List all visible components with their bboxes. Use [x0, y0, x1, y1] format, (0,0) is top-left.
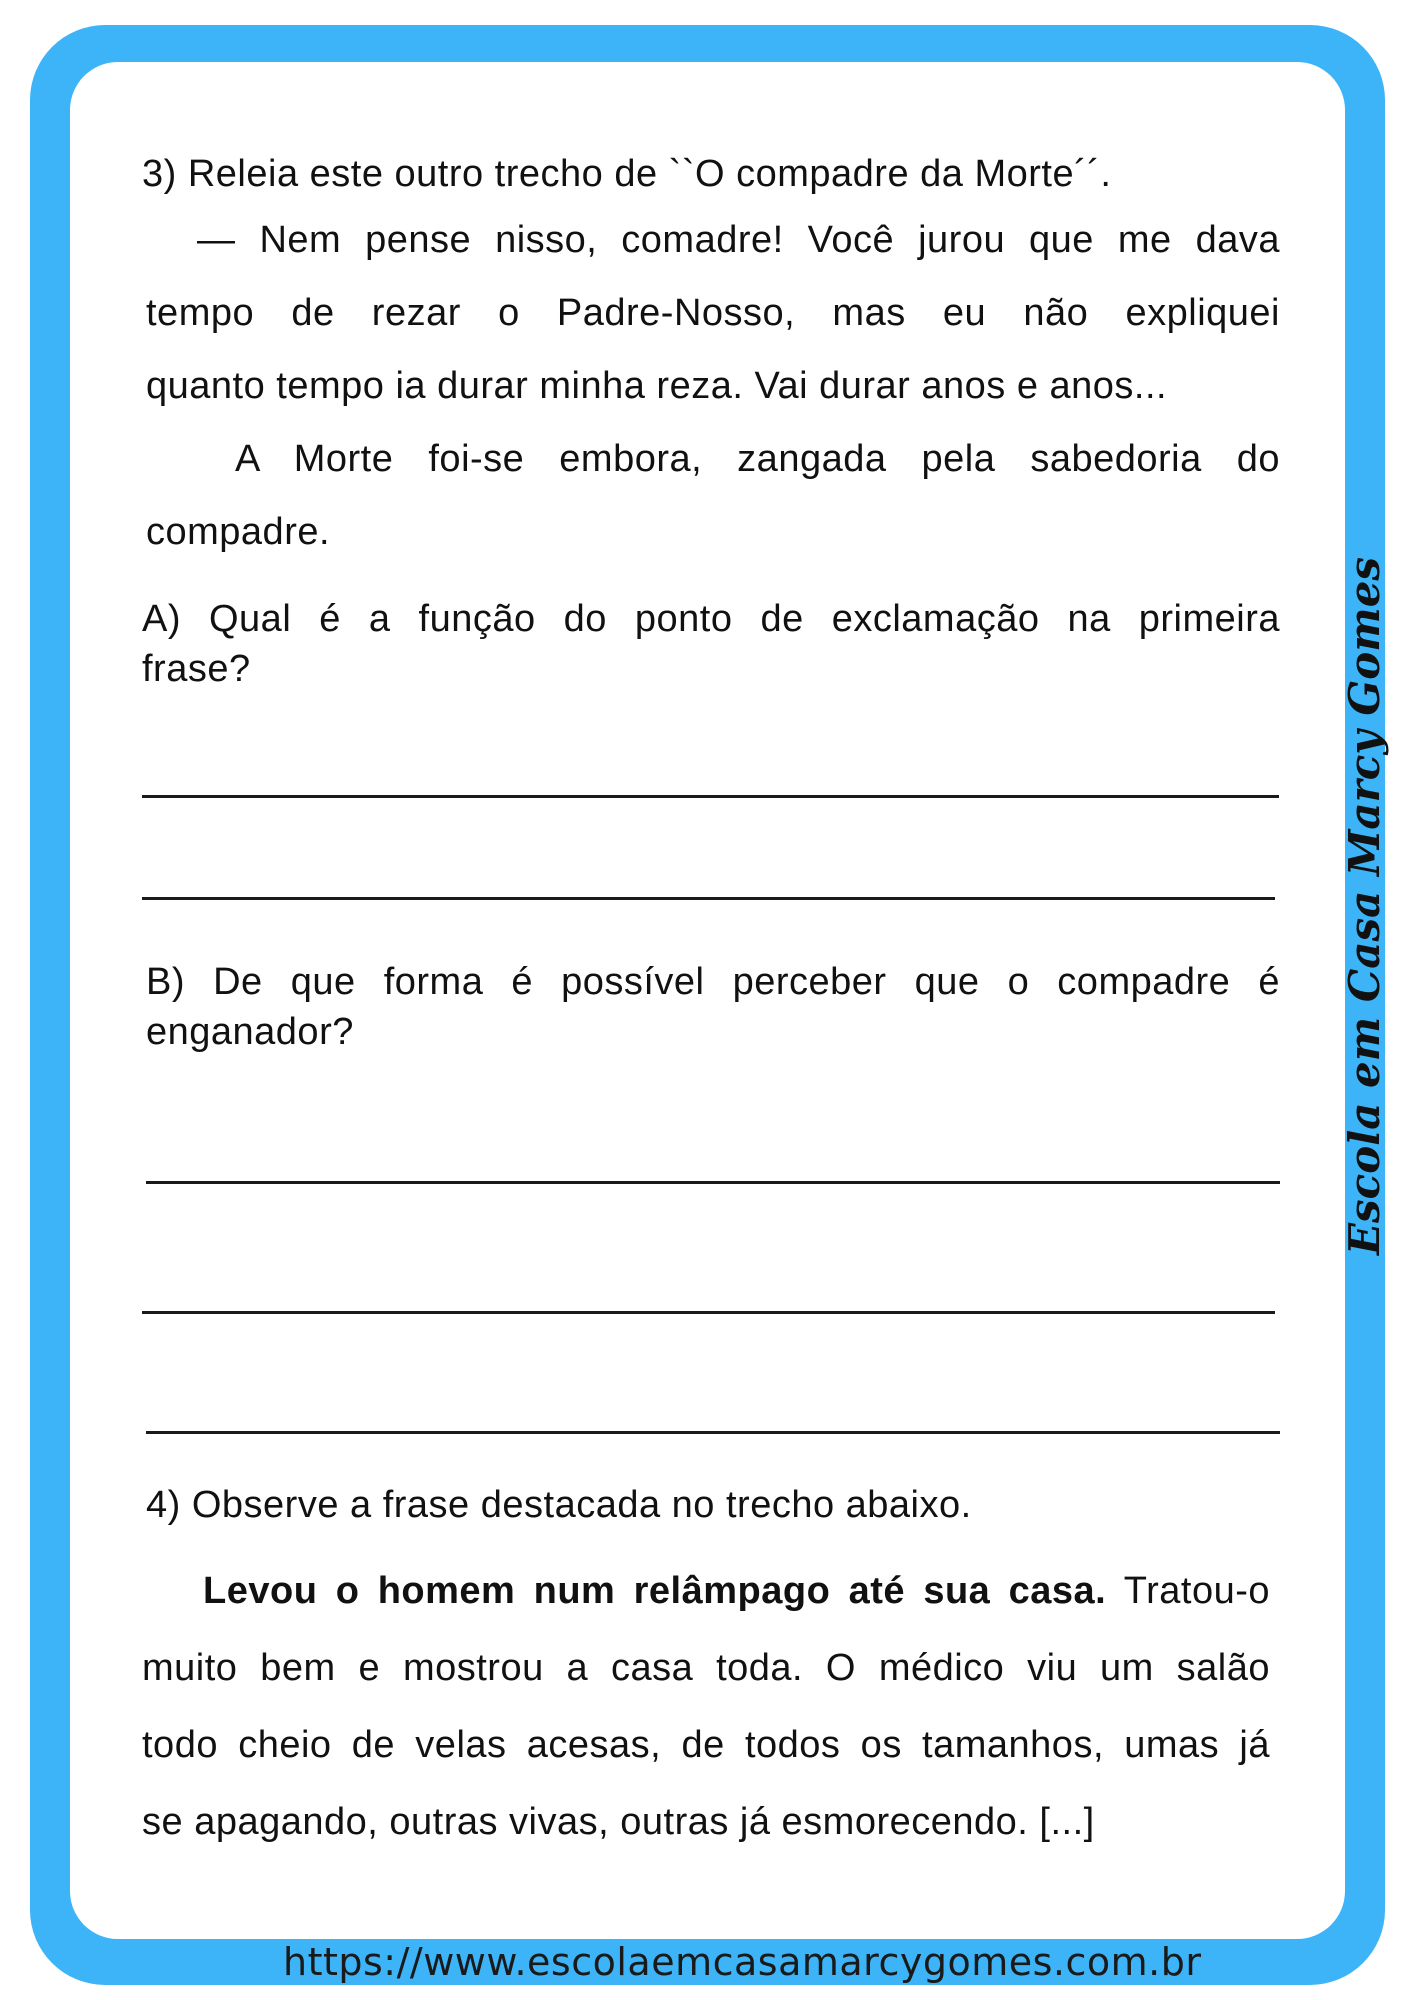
answer-line[interactable]	[142, 897, 1275, 900]
q3-narration-line-1: A Morte foi-se embora, zangada pela sabedoria do	[235, 438, 1280, 480]
q3-question-b-line-2: enganador?	[146, 1011, 354, 1053]
q3-heading: 3) Releia este outro trecho de ``O compadre da Morte´´.	[142, 153, 1112, 195]
q3-narration-line-2: compadre.	[146, 511, 331, 553]
q3-quote-line-1: — Nem pense nisso, comadre! Você jurou que me dava	[197, 219, 1280, 261]
answer-line[interactable]	[142, 795, 1279, 798]
q3-question-a-line-1: A) Qual é a função do ponto de exclamação na primeira	[142, 598, 1280, 640]
q4-passage-line-4: se apagando, outras vivas, outras já esmorecendo. [...]	[142, 1801, 1095, 1843]
q4-heading: 4) Observe a frase destacada no trecho abaixo.	[146, 1484, 972, 1526]
q4-passage-line-1-rest: Tratou-o	[1106, 1570, 1270, 1612]
q3-question-a-line-2: frase?	[142, 648, 251, 690]
answer-line[interactable]	[142, 1311, 1275, 1314]
footer-url[interactable]: https://www.escolaemcasamarcygomes.com.br	[283, 1940, 1202, 1984]
q3-question-b-line-1: B) De que forma é possível perceber que o compadre é	[146, 961, 1280, 1003]
q4-passage-line-2: muito bem e mostrou a casa toda. O médico viu um salão	[142, 1647, 1270, 1689]
answer-line[interactable]	[146, 1181, 1280, 1184]
q3-quote-line-2: tempo de rezar o Padre-Nosso, mas eu não expliquei	[146, 292, 1280, 334]
side-brand-text: Escola em Casa Marcy Gomes	[1340, 556, 1389, 1255]
q3-quote-line-3: quanto tempo ia durar minha reza. Vai durar anos e anos...	[146, 365, 1168, 407]
q4-passage-line-3: todo cheio de velas acesas, de todos os tamanhos, umas já	[142, 1724, 1270, 1766]
q4-passage-line-1	[203, 1569, 1270, 1615]
highlighted-sentence: Levou o homem num relâmpago até sua casa.	[203, 1570, 1107, 1612]
answer-line[interactable]	[146, 1431, 1280, 1434]
